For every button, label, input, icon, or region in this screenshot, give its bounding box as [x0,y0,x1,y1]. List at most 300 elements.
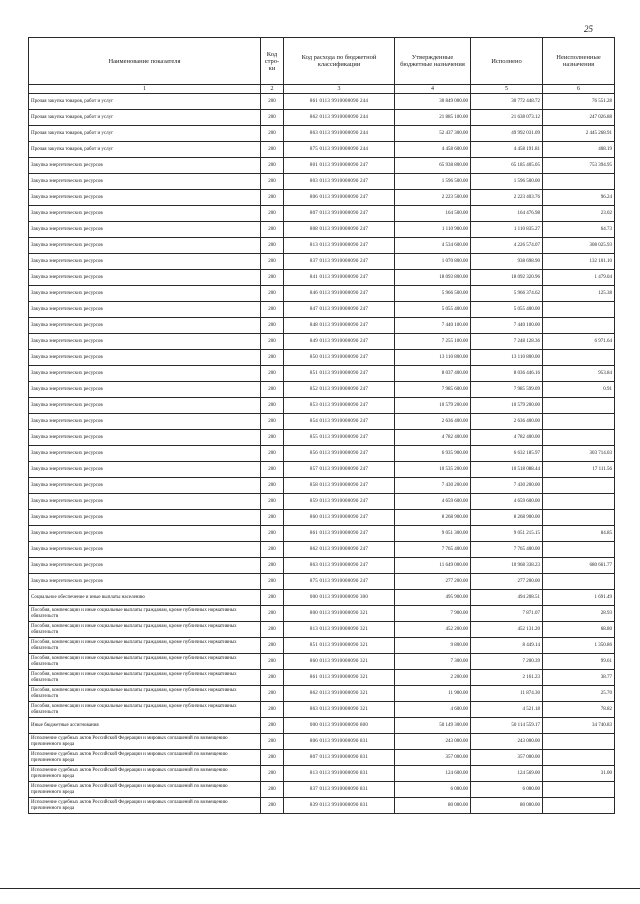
row-code-cell: 200 [261,286,284,302]
row-unexecuted-cell: 0.91 [543,382,615,398]
row-code-cell: 200 [261,446,284,462]
row-name-cell: Закупка энергетических ресурсов [29,366,261,382]
row-approved-cell: 4 458 600.00 [395,142,471,158]
header-executed: Исполнено [471,38,543,85]
row-name-cell: Закупка энергетических ресурсов [29,574,261,590]
row-executed-cell: 49 992 031.09 [471,126,543,142]
row-budget-code-cell: 861 0113 9910000090 321 [284,670,395,686]
row-executed-cell: 5 966 374.62 [471,286,543,302]
row-code-cell: 200 [261,734,284,750]
row-code-cell: 200 [261,702,284,718]
table-row [29,302,615,318]
row-executed-cell: 7 765 400.00 [471,542,543,558]
row-name-cell: Исполнение судебных актов Российской Федерации и мировых соглашений по возмещению причиненного вреда [29,750,261,766]
row-budget-code-cell: 000 0113 9910000090 300 [284,590,395,606]
row-code-cell: 200 [261,334,284,350]
row-code-cell: 200 [261,510,284,526]
row-name-cell: Закупка энергетических ресурсов [29,302,261,318]
row-approved-cell: 6 000.00 [395,782,471,798]
row-name-cell: Закупка энергетических ресурсов [29,254,261,270]
table-row [29,606,615,622]
row-name-cell: Закупка энергетических ресурсов [29,430,261,446]
row-unexecuted-cell: 17 111.56 [543,462,615,478]
row-executed-cell: 10 579 200.00 [471,398,543,414]
table-row [29,174,615,190]
row-code-cell: 200 [261,94,284,110]
row-unexecuted-cell [543,734,615,750]
row-approved-cell: 11 649 000.00 [395,558,471,574]
row-name-cell: Закупка энергетических ресурсов [29,206,261,222]
row-code-cell: 200 [261,526,284,542]
row-approved-cell: 5 055 400.00 [395,302,471,318]
row-code-cell: 200 [261,318,284,334]
row-approved-cell: 80 000.00 [395,798,471,814]
header-budget-code: Код расхода по бюджетной классификации [284,38,395,85]
row-name-cell: Пособия, компенсации и иные социальные выплаты гражданам, кроме публичных нормативных обязательств [29,622,261,638]
column-number: 6 [543,85,615,94]
row-budget-code-cell: 800 0113 9910000090 321 [284,606,395,622]
table-row [29,558,615,574]
row-name-cell: Прочая закупка товаров, работ и услуг [29,126,261,142]
row-code-cell: 200 [261,718,284,734]
row-budget-code-cell: 855 0113 9910000090 247 [284,430,395,446]
row-executed-cell: 30 772 448.72 [471,94,543,110]
row-name-cell: Закупка энергетических ресурсов [29,350,261,366]
row-code-cell: 200 [261,590,284,606]
row-unexecuted-cell: 753 394.95 [543,158,615,174]
row-code-cell: 200 [261,126,284,142]
row-executed-cell: 124 569.00 [471,766,543,782]
row-approved-cell: 4 600.00 [395,702,471,718]
table-row [29,126,615,142]
row-budget-code-cell: 837 0113 9910000090 831 [284,782,395,798]
row-code-cell: 200 [261,622,284,638]
row-unexecuted-cell: 99.61 [543,654,615,670]
row-budget-code-cell: 000 0113 9910000090 800 [284,718,395,734]
row-code-cell: 200 [261,254,284,270]
row-budget-code-cell: 813 0113 9910000090 247 [284,238,395,254]
row-name-cell: Социальное обеспечение и иные выплаты населению [29,590,261,606]
row-name-cell: Закупка энергетических ресурсов [29,270,261,286]
row-executed-cell: 7 430 200.00 [471,478,543,494]
row-code-cell: 200 [261,494,284,510]
row-executed-cell: 18 092 320.96 [471,270,543,286]
row-unexecuted-cell: 25.70 [543,686,615,702]
row-unexecuted-cell: 96.24 [543,190,615,206]
row-unexecuted-cell: 34 740.83 [543,718,615,734]
row-code-cell: 200 [261,606,284,622]
row-approved-cell: 1 070 800.00 [395,254,471,270]
row-code-cell: 200 [261,798,284,814]
row-name-cell: Пособия, компенсации и иные социальные выплаты гражданам, кроме публичных нормативных обязательств [29,686,261,702]
row-approved-cell: 243 000.00 [395,734,471,750]
row-code-cell: 200 [261,766,284,782]
row-budget-code-cell: 853 0113 9910000090 247 [284,398,395,414]
row-code-cell: 200 [261,158,284,174]
bottom-divider [0,888,640,889]
row-approved-cell: 7 255 100.00 [395,334,471,350]
table-row [29,478,615,494]
row-budget-code-cell: 851 0113 9910000090 247 [284,366,395,382]
row-approved-cell: 65 938 800.00 [395,158,471,174]
table-row [29,110,615,126]
row-name-cell: Пособия, компенсации и иные социальные выплаты гражданам, кроме публичных нормативных обязательств [29,670,261,686]
table-row [29,158,615,174]
row-name-cell: Закупка энергетических ресурсов [29,478,261,494]
row-name-cell: Иные бюджетные ассигнования [29,718,261,734]
row-budget-code-cell: 839 0113 9910000090 831 [284,798,395,814]
row-unexecuted-cell [543,510,615,526]
row-approved-cell: 164 500.00 [395,206,471,222]
row-name-cell: Прочая закупка товаров, работ и услуг [29,142,261,158]
row-unexecuted-cell: 308 025.93 [543,238,615,254]
row-approved-cell: 495 900.00 [395,590,471,606]
row-unexecuted-cell [543,174,615,190]
row-executed-cell: 243 000.00 [471,734,543,750]
row-approved-cell: 5 966 500.00 [395,286,471,302]
row-budget-code-cell: 851 0113 9910000090 321 [284,638,395,654]
row-approved-cell: 4 534 600.00 [395,238,471,254]
row-budget-code-cell: 856 0113 9910000090 247 [284,446,395,462]
table-row [29,318,615,334]
row-unexecuted-cell: 1 479.04 [543,270,615,286]
column-number: 3 [284,85,395,94]
row-budget-code-cell: 837 0113 9910000090 247 [284,254,395,270]
row-code-cell: 200 [261,382,284,398]
table-row [29,414,615,430]
row-name-cell: Исполнение судебных актов Российской Федерации и мировых соглашений по возмещению причиненного вреда [29,766,261,782]
row-name-cell: Закупка энергетических ресурсов [29,158,261,174]
row-name-cell: Закупка энергетических ресурсов [29,558,261,574]
table-body [29,94,615,814]
row-budget-code-cell: 863 0113 9910000090 244 [284,126,395,142]
row-budget-code-cell: 806 0113 9910000090 831 [284,734,395,750]
row-executed-cell: 1 110 835.27 [471,222,543,238]
row-unexecuted-cell [543,478,615,494]
row-code-cell: 200 [261,654,284,670]
row-name-cell: Прочая закупка товаров, работ и услуг [29,94,261,110]
row-approved-cell: 357 000.00 [395,750,471,766]
row-unexecuted-cell [543,798,615,814]
row-executed-cell: 5 055 400.00 [471,302,543,318]
row-executed-cell: 7 248 128.36 [471,334,543,350]
table-row [29,190,615,206]
row-budget-code-cell: 861 0113 9910000090 247 [284,526,395,542]
row-name-cell: Закупка энергетических ресурсов [29,510,261,526]
row-executed-cell: 1 596 500.00 [471,174,543,190]
row-executed-cell: 7 985 599.09 [471,382,543,398]
row-code-cell: 200 [261,398,284,414]
table-row [29,590,615,606]
row-unexecuted-cell [543,430,615,446]
row-name-cell: Пособия, компенсации и иные социальные выплаты гражданам, кроме публичных нормативных обязательств [29,702,261,718]
row-approved-cell: 1 596 500.00 [395,174,471,190]
page-number: 25 [584,24,593,34]
row-unexecuted-cell: 28.93 [543,606,615,622]
row-executed-cell: 4 226 574.07 [471,238,543,254]
table-row [29,254,615,270]
row-unexecuted-cell [543,782,615,798]
row-name-cell: Закупка энергетических ресурсов [29,238,261,254]
row-code-cell: 200 [261,302,284,318]
row-name-cell: Исполнение судебных актов Российской Федерации и мировых соглашений по возмещению причиненного вреда [29,798,261,814]
table-row [29,430,615,446]
row-budget-code-cell: 807 0113 9910000090 831 [284,750,395,766]
row-budget-code-cell: 813 0113 9910000090 831 [284,766,395,782]
row-code-cell: 200 [261,542,284,558]
row-budget-code-cell: 857 0113 9910000090 247 [284,462,395,478]
row-approved-cell: 21 885 100.00 [395,110,471,126]
row-budget-code-cell: 846 0113 9910000090 247 [284,286,395,302]
row-approved-cell: 7 440 100.00 [395,318,471,334]
row-approved-cell: 8 268 900.00 [395,510,471,526]
row-executed-cell: 4 521.18 [471,702,543,718]
row-executed-cell: 2 636 400.00 [471,414,543,430]
row-unexecuted-cell: 953.84 [543,366,615,382]
row-unexecuted-cell: 76 551.28 [543,94,615,110]
row-approved-cell: 452 200.00 [395,622,471,638]
row-code-cell: 200 [261,478,284,494]
row-executed-cell: 8 268 900.00 [471,510,543,526]
table-row [29,142,615,158]
row-budget-code-cell: 863 0113 9910000090 247 [284,558,395,574]
row-unexecuted-cell: 680 661.77 [543,558,615,574]
row-budget-code-cell: 801 0113 9910000090 247 [284,158,395,174]
row-executed-cell: 6 000.00 [471,782,543,798]
header-approved: Утвержденные бюджетные назначения [395,38,471,85]
row-budget-code-cell: 849 0113 9910000090 247 [284,334,395,350]
row-budget-code-cell: 863 0113 9910000090 321 [284,702,395,718]
row-code-cell: 200 [261,558,284,574]
row-budget-code-cell: 875 0113 9910000090 247 [284,574,395,590]
row-executed-cell: 13 110 800.00 [471,350,543,366]
row-unexecuted-cell: 68.80 [543,622,615,638]
row-code-cell: 200 [261,270,284,286]
row-executed-cell: 2 223 403.76 [471,190,543,206]
row-budget-code-cell: 862 0113 9910000090 247 [284,542,395,558]
row-unexecuted-cell: 303 714.03 [543,446,615,462]
column-number: 5 [471,85,543,94]
row-unexecuted-cell: 125.38 [543,286,615,302]
row-code-cell: 200 [261,430,284,446]
row-name-cell: Закупка энергетических ресурсов [29,174,261,190]
row-name-cell: Закупка энергетических ресурсов [29,190,261,206]
row-code-cell: 200 [261,750,284,766]
row-executed-cell: 9 051 215.15 [471,526,543,542]
row-name-cell: Закупка энергетических ресурсов [29,446,261,462]
row-unexecuted-cell: 6 971.64 [543,334,615,350]
row-budget-code-cell: 807 0113 9910000090 247 [284,206,395,222]
row-approved-cell: 13 110 800.00 [395,350,471,366]
row-approved-cell: 11 900.00 [395,686,471,702]
row-code-cell: 200 [261,366,284,382]
table-row [29,270,615,286]
row-budget-code-cell: 875 0113 9910000090 244 [284,142,395,158]
row-approved-cell: 9 051 300.00 [395,526,471,542]
row-code-cell: 200 [261,462,284,478]
header-name: Наименование показателя [29,38,261,85]
table-row [29,766,615,782]
row-name-cell: Закупка энергетических ресурсов [29,542,261,558]
row-unexecuted-cell [543,302,615,318]
row-unexecuted-cell [543,542,615,558]
row-budget-code-cell: 841 0113 9910000090 247 [284,270,395,286]
header-code: Код стро-ки [261,38,284,85]
row-approved-cell: 2 636 400.00 [395,414,471,430]
row-budget-code-cell: 852 0113 9910000090 247 [284,382,395,398]
budget-execution-table [28,37,615,814]
column-number-row [29,85,615,94]
row-approved-cell: 30 849 000.00 [395,94,471,110]
row-budget-code-cell: 858 0113 9910000090 247 [284,478,395,494]
row-unexecuted-cell: 408.19 [543,142,615,158]
table-row [29,702,615,718]
table-row [29,286,615,302]
row-unexecuted-cell: 247 026.88 [543,110,615,126]
row-executed-cell: 452 131.20 [471,622,543,638]
row-budget-code-cell: 847 0113 9910000090 247 [284,302,395,318]
row-budget-code-cell: 854 0113 9910000090 247 [284,414,395,430]
row-approved-cell: 7 985 600.00 [395,382,471,398]
row-executed-cell: 938 698.90 [471,254,543,270]
row-name-cell: Прочая закупка товаров, работ и услуг [29,110,261,126]
row-unexecuted-cell [543,350,615,366]
table-row [29,382,615,398]
row-approved-cell: 4 782 400.00 [395,430,471,446]
row-budget-code-cell: 862 0113 9910000090 244 [284,110,395,126]
table-row [29,782,615,798]
row-unexecuted-cell [543,318,615,334]
row-name-cell: Пособия, компенсации и иные социальные выплаты гражданам, кроме публичных нормативных обязательств [29,638,261,654]
row-name-cell: Закупка энергетических ресурсов [29,334,261,350]
row-executed-cell: 65 185 405.05 [471,158,543,174]
header-unexecuted: Неисполненные назначения [543,38,615,85]
row-unexecuted-cell: 84.85 [543,526,615,542]
row-approved-cell: 7 430 200.00 [395,478,471,494]
table-row [29,542,615,558]
table-row [29,398,615,414]
row-code-cell: 200 [261,174,284,190]
table-row [29,446,615,462]
row-approved-cell: 277 200.00 [395,574,471,590]
row-code-cell: 200 [261,110,284,126]
row-executed-cell: 4 782 400.00 [471,430,543,446]
row-budget-code-cell: 850 0113 9910000090 247 [284,350,395,366]
row-name-cell: Исполнение судебных актов Российской Федерации и мировых соглашений по возмещению причиненного вреда [29,782,261,798]
table-row [29,494,615,510]
row-approved-cell: 2 223 500.00 [395,190,471,206]
row-budget-code-cell: 859 0113 9910000090 247 [284,494,395,510]
row-name-cell: Исполнение судебных актов Российской Федерации и мировых соглашений по возмещению причиненного вреда [29,734,261,750]
table-row [29,638,615,654]
row-approved-cell: 7 765 400.00 [395,542,471,558]
row-approved-cell: 50 149 300.00 [395,718,471,734]
row-executed-cell: 10 968 338.23 [471,558,543,574]
row-executed-cell: 11 874.30 [471,686,543,702]
table-row [29,510,615,526]
row-code-cell: 200 [261,414,284,430]
row-unexecuted-cell [543,574,615,590]
table-row [29,526,615,542]
column-number: 2 [261,85,284,94]
table-row [29,238,615,254]
row-approved-cell: 52 437 300.00 [395,126,471,142]
row-approved-cell: 4 659 600.00 [395,494,471,510]
table-row [29,574,615,590]
row-executed-cell: 8 036 446.16 [471,366,543,382]
row-budget-code-cell: 803 0113 9910000090 247 [284,174,395,190]
table-row [29,222,615,238]
table-row [29,94,615,110]
table-row [29,366,615,382]
row-executed-cell: 4 458 191.81 [471,142,543,158]
row-approved-cell: 1 110 900.00 [395,222,471,238]
row-approved-cell: 2 200.00 [395,670,471,686]
row-approved-cell: 6 935 900.00 [395,446,471,462]
row-name-cell: Закупка энергетических ресурсов [29,318,261,334]
row-unexecuted-cell: 1 350.86 [543,638,615,654]
row-executed-cell: 7 440 100.00 [471,318,543,334]
row-executed-cell: 50 114 559.17 [471,718,543,734]
row-executed-cell: 2 161.23 [471,670,543,686]
row-unexecuted-cell [543,414,615,430]
row-executed-cell: 6 632 185.97 [471,446,543,462]
table-row [29,750,615,766]
row-unexecuted-cell: 1 691.49 [543,590,615,606]
row-executed-cell: 10 518 088.44 [471,462,543,478]
column-number: 1 [29,85,261,94]
row-code-cell: 200 [261,686,284,702]
row-budget-code-cell: 860 0113 9910000090 321 [284,654,395,670]
row-budget-code-cell: 860 0113 9910000090 247 [284,510,395,526]
table-row [29,462,615,478]
row-unexecuted-cell [543,494,615,510]
table-row [29,654,615,670]
row-code-cell: 200 [261,638,284,654]
row-code-cell: 200 [261,350,284,366]
row-name-cell: Закупка энергетических ресурсов [29,462,261,478]
row-budget-code-cell: 813 0113 9910000090 321 [284,622,395,638]
row-code-cell: 200 [261,782,284,798]
table-row [29,206,615,222]
row-executed-cell: 8 449.14 [471,638,543,654]
row-executed-cell: 494 208.51 [471,590,543,606]
table-row [29,622,615,638]
row-name-cell: Закупка энергетических ресурсов [29,286,261,302]
row-budget-code-cell: 861 0113 9910000090 244 [284,94,395,110]
row-budget-code-cell: 862 0113 9910000090 321 [284,686,395,702]
row-executed-cell: 277 200.00 [471,574,543,590]
row-unexecuted-cell: 64.73 [543,222,615,238]
row-unexecuted-cell [543,398,615,414]
row-approved-cell: 124 600.00 [395,766,471,782]
row-executed-cell: 80 000.00 [471,798,543,814]
table-row [29,334,615,350]
row-approved-cell: 18 093 800.00 [395,270,471,286]
row-executed-cell: 164 476.98 [471,206,543,222]
row-name-cell: Пособия, компенсации и иные социальные выплаты гражданам, кроме публичных нормативных обязательств [29,654,261,670]
table-row [29,718,615,734]
row-name-cell: Закупка энергетических ресурсов [29,398,261,414]
table-row [29,670,615,686]
row-name-cell: Закупка энергетических ресурсов [29,494,261,510]
row-executed-cell: 7 871.07 [471,606,543,622]
row-budget-code-cell: 806 0113 9910000090 247 [284,190,395,206]
row-executed-cell: 21 638 073.12 [471,110,543,126]
row-code-cell: 200 [261,238,284,254]
row-code-cell: 200 [261,142,284,158]
row-executed-cell: 357 000.00 [471,750,543,766]
